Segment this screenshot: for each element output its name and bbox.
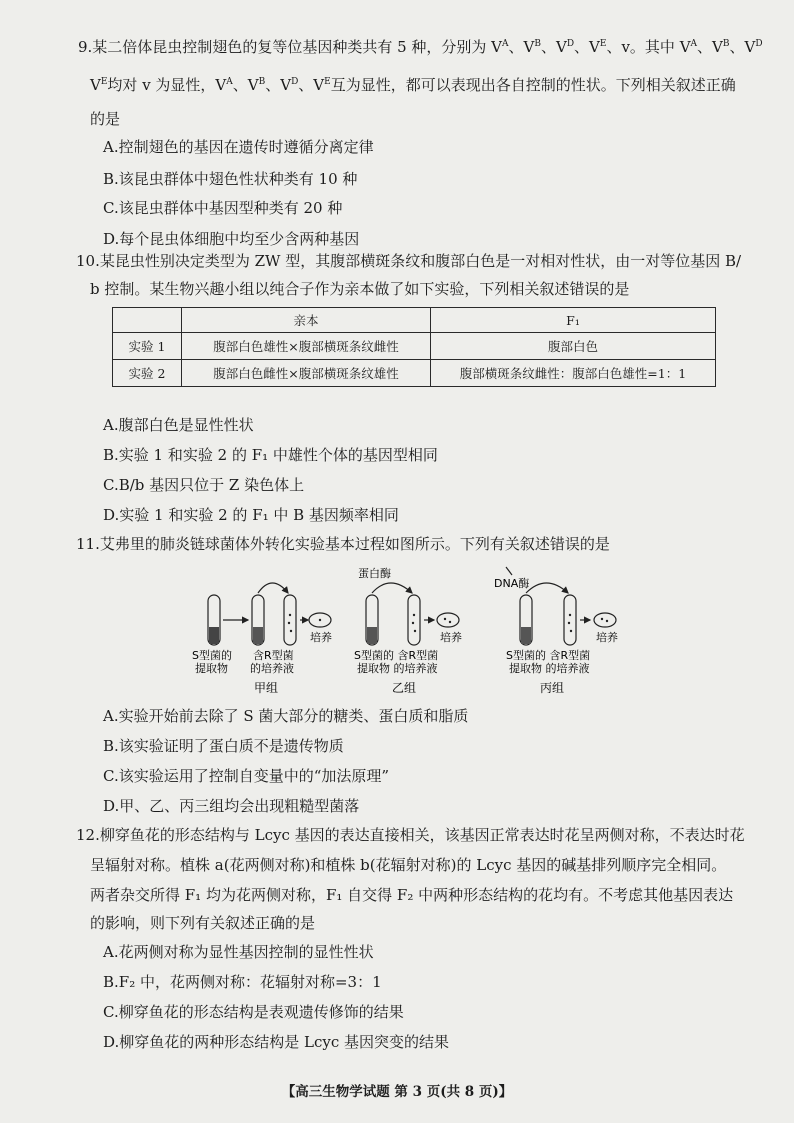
q12-option-a: A.花两侧对称为显性基因控制的显性性状	[103, 943, 374, 961]
q10-option-d: D.实验 1 和实验 2 的 F₁ 中 B 基因频率相同	[103, 506, 399, 524]
g3-label-b: 提取物 的培养液	[509, 662, 590, 675]
table-cell: 腹部白色	[431, 333, 716, 360]
table-cell: 腹部横斑条纹雌性：腹部白色雄性=1：1	[431, 360, 716, 387]
group3-label: 丙组	[540, 681, 565, 695]
q9-line1: 9.某二倍体昆虫控制翅色的复等位基因种类共有 5 种，分别为 $V^A$、$V^B$、$V^D$、$V^E$、v。其中 $V^A$、$V^B$、$V^D$	[78, 38, 763, 56]
q12-line4: 的影响，则下列有关叙述正确的是	[90, 914, 316, 932]
culture-label: 培养	[596, 631, 618, 644]
g1-label-c: 含R型菌	[253, 649, 294, 662]
table-cell: 实验 2	[113, 360, 182, 387]
group2-label: 乙组	[392, 681, 417, 695]
q9-option-c: C.该昆虫群体中基因型种类有 20 种	[103, 199, 343, 217]
group2-diagram	[354, 566, 462, 695]
culture-label: 培养	[310, 631, 332, 644]
group1-label: 甲组	[254, 681, 279, 695]
q11-experiment-figure	[150, 565, 650, 700]
q11-option-c: C.该实验运用了控制自变量中的“加法原理”	[103, 767, 390, 785]
q12-line1: 12.柳穿鱼花的形态结构与 Lcyc 基因的表达直接相关，该基因正常表达时花呈两侧对称，不表达时花	[76, 826, 745, 844]
table-header-cell: 亲本	[182, 308, 431, 333]
table-header-cell	[113, 308, 182, 333]
table-cell: 腹部白色雄性×腹部横斑条纹雌性	[182, 333, 431, 360]
q9-option-a: A.控制翅色的基因在遗传时遵循分离定律	[103, 138, 374, 156]
q12-line3: 两者杂交所得 F₁ 均为花两侧对称，F₁ 自交得 F₂ 中两种形态结构的花均有。不考虑其他基因表达	[90, 886, 734, 904]
page-footer: 【高三生物学试题 第 3 页(共 8 页)】	[281, 1084, 513, 1100]
table-cell: 实验 1	[113, 333, 182, 360]
q9-line3: 的是	[90, 110, 121, 128]
table-cell: 腹部白色雌性×腹部横斑条纹雄性	[182, 360, 431, 387]
q12-line2: 呈辐射对称。植株 a(花两侧对称)和植株 b(花辐射对称)的 Lcyc 基因的碱基排列顺序完全相同。	[90, 856, 727, 874]
q11-line1: 11.艾弗里的肺炎链球菌体外转化实验基本过程如图所示。下列有关叙述错误的是	[76, 535, 610, 553]
q12-option-c: C.柳穿鱼花的形态结构是表观遗传修饰的结果	[103, 1003, 404, 1021]
g1-label-a: S型菌的	[192, 649, 232, 662]
g3-label-a: S型菌的 含R型菌	[506, 649, 591, 662]
q10-line1: 10.某昆虫性别决定类型为 ZW 型，其腹部横斑条纹和腹部白色是一对相对性状，由一对等位基因 B/	[76, 252, 742, 270]
q10-option-c: C.B/b 基因只位于 Z 染色体上	[103, 476, 305, 494]
q10-option-a: A.腹部白色是显性性状	[103, 416, 254, 434]
q9-line2: $V^E$均对 v 为显性，$V^A$、$V^B$、$V^D$、$V^E$互为显性，都可以表现出各自控制的性状。下列相关叙述正确	[90, 76, 736, 94]
q10-option-b: B.实验 1 和实验 2 的 F₁ 中雄性个体的基因型相同	[103, 446, 438, 464]
g1-label-b: 提取物	[195, 662, 228, 675]
q12-option-d: D.柳穿鱼花的两种形态结构是 Lcyc 基因突变的结果	[103, 1033, 450, 1051]
q11-option-d: D.甲、乙、丙三组均会出现粗糙型菌落	[103, 797, 360, 815]
g2-label-a: S型菌的 含R型菌	[354, 649, 439, 662]
table-row	[113, 333, 716, 360]
table-row	[113, 360, 716, 387]
table-header-row	[113, 308, 716, 333]
group1-diagram	[192, 583, 332, 695]
q10-line2: b 控制。某生物兴趣小组以纯合子作为亲本做了如下实验，下列相关叙述错误的是	[90, 280, 630, 298]
q12-option-b: B.F₂ 中，花两侧对称：花辐射对称=3：1	[103, 973, 382, 991]
q9-option-b: B.该昆虫群体中翅色性状种类有 10 种	[103, 170, 358, 188]
table-header-cell: F₁	[431, 308, 716, 333]
dnase-label: DNA酶	[494, 577, 530, 590]
q11-option-b: B.该实验证明了蛋白质不是遗传物质	[103, 737, 344, 755]
culture-label: 培养	[440, 631, 462, 644]
g1-label-d: 的培养液	[250, 662, 294, 675]
g2-label-b: 提取物 的培养液	[357, 662, 438, 675]
q9-option-d: D.每个昆虫体细胞中均至少含两种基因	[103, 230, 360, 248]
q10-experiment-table	[112, 307, 716, 387]
group3-diagram	[494, 567, 618, 695]
q11-option-a: A.实验开始前去除了 S 菌大部分的糖类、蛋白质和脂质	[103, 707, 469, 725]
protease-label: 蛋白酶	[358, 567, 391, 580]
